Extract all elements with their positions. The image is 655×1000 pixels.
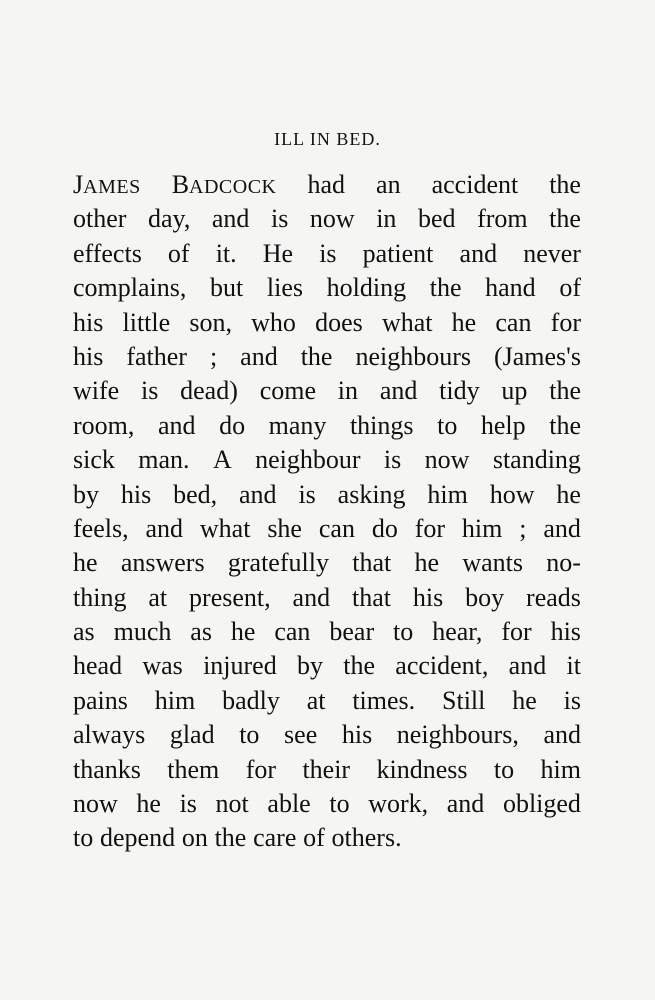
word: hand — [485, 273, 536, 303]
text-line — [73, 306, 581, 340]
word: to — [73, 823, 94, 853]
text-line — [73, 615, 581, 649]
word: the — [300, 341, 333, 371]
word: to — [437, 410, 458, 440]
word: it — [566, 651, 581, 681]
word: bear — [329, 617, 375, 647]
text-line — [73, 340, 581, 374]
word: his — [550, 617, 581, 647]
word: his — [73, 307, 104, 337]
word: and — [211, 204, 250, 234]
word: and — [157, 410, 196, 440]
word: little — [122, 307, 171, 337]
word: times. — [352, 685, 416, 715]
word: them — [167, 754, 220, 784]
text-line — [73, 821, 581, 855]
word: it. — [215, 238, 237, 268]
word: him — [154, 685, 196, 715]
word: he — [73, 548, 98, 578]
word: by — [296, 651, 323, 681]
word: is — [179, 789, 197, 819]
word: in — [376, 204, 397, 234]
word: to — [493, 754, 515, 784]
word: and — [446, 789, 485, 819]
word: is — [319, 238, 337, 268]
word: but — [210, 273, 244, 303]
text-line — [73, 478, 581, 512]
word: tidy — [439, 376, 480, 406]
word: he — [414, 548, 440, 578]
word: day, — [147, 204, 191, 234]
word: is — [270, 204, 289, 234]
text-line — [73, 271, 581, 305]
word: badly — [222, 685, 280, 715]
word: other — [73, 204, 127, 234]
word: do — [219, 410, 246, 440]
word: now — [424, 445, 470, 475]
word: able — [267, 789, 311, 819]
word: accident, — [395, 651, 489, 681]
word: always — [73, 720, 146, 750]
word: in — [337, 376, 359, 406]
word: what — [381, 307, 433, 337]
word: had — [307, 170, 346, 199]
word: of — [303, 823, 325, 853]
word: for — [414, 513, 446, 543]
text-line — [73, 237, 581, 271]
word: from — [477, 204, 528, 234]
word: boy — [465, 582, 505, 612]
word: accident — [431, 170, 519, 199]
word: as — [190, 617, 212, 647]
word: she — [267, 513, 302, 543]
word: how — [489, 479, 535, 509]
word: his — [73, 341, 104, 371]
word: injured — [203, 651, 277, 681]
word: holding — [326, 273, 407, 303]
word: and — [292, 582, 331, 612]
word: his — [412, 582, 444, 612]
word: to — [393, 617, 414, 647]
word: much — [113, 617, 172, 647]
text-line — [73, 546, 581, 580]
word: the — [549, 410, 581, 440]
word: he — [136, 789, 161, 819]
word: reads — [526, 582, 581, 612]
word: neighbours, — [396, 720, 519, 750]
word: gratefully — [227, 548, 329, 578]
word: hear, — [432, 617, 483, 647]
word: is — [383, 445, 402, 475]
word: work, — [368, 789, 429, 819]
word: and — [240, 341, 278, 371]
word: (James's — [493, 341, 581, 371]
word: he — [512, 685, 537, 715]
word: wants — [462, 548, 524, 578]
word: can — [318, 513, 355, 543]
word: the — [429, 273, 462, 303]
word: now — [73, 789, 118, 819]
word: who — [251, 307, 296, 337]
word: father — [126, 341, 187, 371]
word: bed, — [173, 479, 218, 509]
word: dead) — [180, 376, 238, 406]
word: man. — [138, 445, 190, 475]
word: he — [451, 307, 477, 337]
word: at — [306, 685, 326, 715]
word: an — [376, 170, 401, 199]
word: head — [73, 651, 123, 681]
page-heading: ILL IN BED. — [274, 129, 381, 149]
word: can — [274, 617, 311, 647]
word: as — [73, 617, 95, 647]
word: and — [459, 238, 498, 268]
word: room, — [73, 410, 135, 440]
word: now — [309, 204, 355, 234]
text-line — [73, 581, 581, 615]
body-paragraph — [73, 168, 581, 856]
word: obliged — [502, 789, 581, 819]
word: for — [245, 754, 277, 784]
word: sick — [73, 445, 115, 475]
word: ; — [519, 513, 527, 543]
word: to — [329, 789, 350, 819]
text-line — [73, 512, 581, 546]
word: effects — [73, 238, 142, 268]
word: BADCOCK — [171, 170, 277, 199]
word: for — [501, 617, 532, 647]
text-line — [73, 753, 581, 787]
word: the — [549, 170, 581, 199]
word: son, — [189, 307, 232, 337]
word: JAMES — [73, 170, 141, 199]
word: and — [379, 376, 418, 406]
text-line — [73, 649, 581, 683]
word: is — [563, 685, 581, 715]
word: patient — [362, 238, 434, 268]
word: asking — [337, 479, 406, 509]
word: his — [120, 479, 152, 509]
word: is — [298, 479, 316, 509]
word: to — [239, 720, 260, 750]
word: things — [349, 410, 414, 440]
word: depend — [99, 823, 176, 853]
word: their — [302, 754, 351, 784]
word: others. — [331, 823, 402, 853]
word: standing — [492, 445, 581, 475]
word: not — [215, 789, 249, 819]
word: the — [343, 651, 376, 681]
word: is — [141, 376, 159, 406]
word: that — [352, 548, 392, 578]
word: him — [461, 513, 503, 543]
word: never — [523, 238, 581, 268]
word: thanks — [73, 754, 141, 784]
word: neighbours — [355, 341, 471, 371]
word: ; — [209, 341, 218, 371]
word: neighbour — [255, 445, 361, 475]
word: on — [181, 823, 208, 853]
word: does — [315, 307, 363, 337]
word: glad — [169, 720, 215, 750]
word: at — [148, 582, 168, 612]
word: and — [543, 720, 581, 750]
word: of — [167, 238, 190, 268]
word: and — [145, 513, 184, 543]
word: he — [556, 479, 581, 509]
word: and — [543, 513, 581, 543]
word: and — [508, 651, 547, 681]
word: help — [480, 410, 526, 440]
word: by — [73, 479, 99, 509]
text-line — [73, 202, 581, 236]
word: him — [540, 754, 581, 784]
text-line — [73, 443, 581, 477]
word: he — [230, 617, 256, 647]
word: and — [239, 479, 277, 509]
text-line — [73, 718, 581, 752]
word: no- — [546, 548, 581, 578]
word: the — [549, 204, 581, 234]
text-line — [73, 409, 581, 443]
word: do — [371, 513, 398, 543]
word: his — [341, 720, 373, 750]
word: wife — [73, 376, 120, 406]
word: Still — [442, 685, 486, 715]
text-line — [73, 684, 581, 718]
word: bed — [417, 204, 456, 234]
word: A — [212, 445, 232, 475]
word: what — [199, 513, 251, 543]
word: up — [501, 376, 528, 406]
word: feels, — [73, 513, 129, 543]
word: complains, — [73, 273, 187, 303]
word: answers — [120, 548, 205, 578]
word: for — [550, 307, 581, 337]
word: see — [284, 720, 318, 750]
word: was — [142, 651, 183, 681]
word: the — [549, 376, 581, 406]
word: present, — [189, 582, 271, 612]
word: care — [253, 823, 297, 853]
word: pains — [73, 685, 128, 715]
text-line — [73, 168, 581, 202]
word: the — [214, 823, 247, 853]
word: come — [259, 376, 316, 406]
word: thing — [73, 582, 127, 612]
word: He — [262, 238, 294, 268]
text-line — [73, 787, 581, 821]
word: many — [268, 410, 327, 440]
word: kindness — [376, 754, 468, 784]
text-line — [73, 374, 581, 408]
word: can — [495, 307, 532, 337]
word: lies — [266, 273, 303, 303]
word: of — [559, 273, 581, 303]
word: him — [427, 479, 468, 509]
word: that — [351, 582, 391, 612]
